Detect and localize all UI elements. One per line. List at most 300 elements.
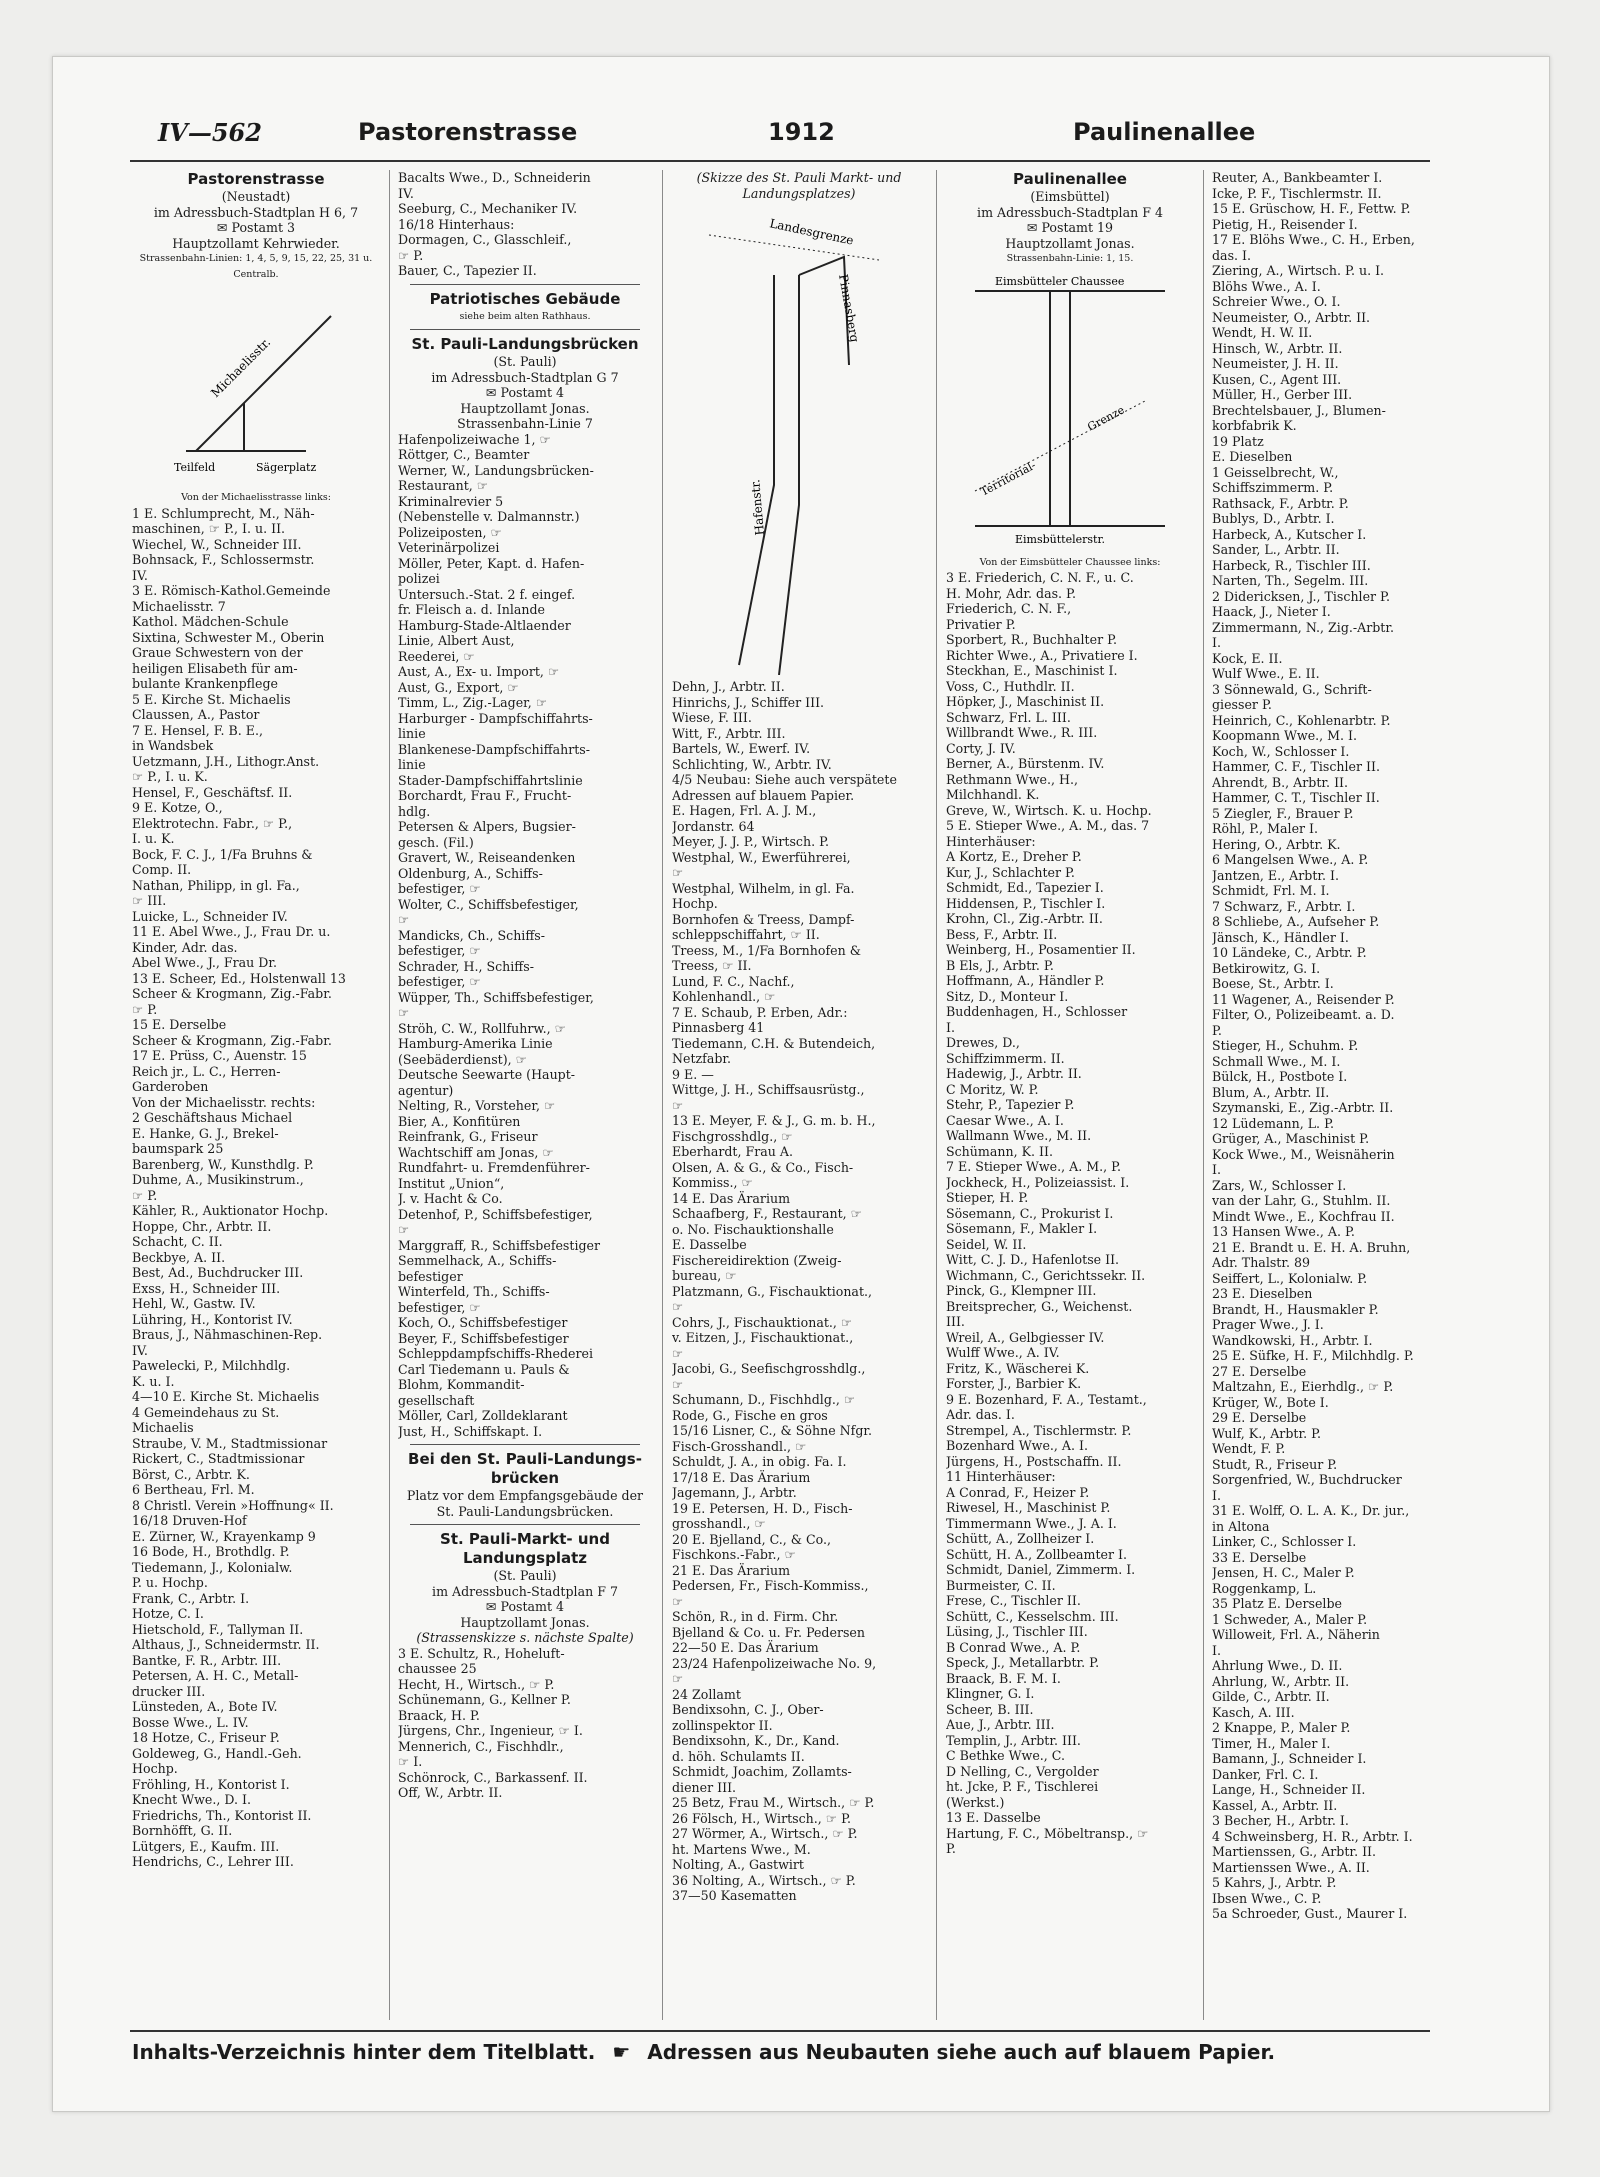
directory-entry: I. u. K.	[132, 831, 175, 846]
directory-entry: Wendt, H. W. II.	[1212, 325, 1313, 340]
directory-entry: Wulf Wwe., E. II.	[1212, 666, 1320, 681]
sketch-svg	[679, 205, 919, 675]
directory-entry: Meyer, J. J. P., Wirtsch. P.	[672, 834, 830, 849]
directory-entry: Witt, F., Arbtr. III.	[672, 725, 786, 741]
directory-entry: Müller, H., Gerber III.	[1212, 387, 1353, 402]
sketch-label-right: Sägerplatz	[256, 461, 317, 474]
directory-entry: Lüsing, J., Tischler III.	[946, 1624, 1088, 1639]
directory-entry: 15 E. Derselbe	[132, 1017, 227, 1032]
street-zollamt: Hauptzollamt Jonas.	[1005, 235, 1135, 251]
directory-entry: Duhme, A., Musikinstrum.,	[132, 1172, 304, 1187]
directory-entry: 25 E. Süfke, H. F., Milchhdlg. P.	[1212, 1348, 1414, 1363]
directory-entry: Bornhöfft, G. II.	[132, 1823, 233, 1838]
directory-entry: 13 E. Meyer, F. & J., G. m. b. H.,	[672, 1113, 876, 1128]
directory-entry: (Nebenstelle v. Dalmannstr.)	[398, 509, 580, 524]
directory-entry: Goldeweg, G., Handl.-Geh.	[132, 1745, 302, 1761]
directory-entry: Grüger, A., Maschinist P.	[1212, 1131, 1370, 1146]
directory-entry: (Werkst.)	[946, 1794, 1005, 1810]
section-title: St. Pauli-Markt- und Landungsplatz	[440, 1530, 610, 1567]
footer-left-note: Inhalts-Verzeichnis hinter dem Titelblatt.	[132, 2040, 596, 2064]
directory-entry: ☞ P., I. u. K.	[132, 769, 208, 784]
directory-entry: Rickert, C., Stadtmissionar	[132, 1451, 305, 1466]
directory-entry: 13 Hansen Wwe., A. P.	[1212, 1224, 1355, 1239]
pointing-hand-icon: ☛	[612, 2040, 631, 2064]
directory-entry: Treess, M., 1/Fa Bornhofen &	[672, 942, 861, 958]
directory-entry: IV.	[132, 567, 148, 583]
directory-entry: Comp. II.	[132, 862, 192, 877]
section-title: Patriotisches Gebäude	[429, 289, 621, 308]
directory-entry: giesser P.	[1212, 697, 1272, 712]
directory-entry: ht. Martens Wwe., M.	[672, 1841, 811, 1857]
directory-entry: Hoffmann, A., Händler P.	[946, 973, 1105, 988]
directory-entry: Hering, O., Arbtr. K.	[1212, 836, 1341, 852]
directory-entry: Krüger, W., Bote I.	[1212, 1394, 1329, 1410]
directory-entry: E. Zürner, W., Krayenkamp 9	[132, 1528, 316, 1544]
directory-entry: 27 E. Derselbe	[1212, 1363, 1307, 1379]
directory-entry: Wallmann Wwe., M. II.	[946, 1128, 1092, 1143]
sketch-label-territorial: Territorial-	[978, 458, 1038, 499]
directory-entry: P. u. Hochp.	[132, 1575, 208, 1590]
header-street-left: Pastorenstrasse	[358, 118, 578, 146]
street-zollamt: Hauptzollamt Kehrwieder.	[172, 235, 340, 251]
directory-entry: 12 Lüdemann, L. P.	[1212, 1115, 1334, 1131]
directory-entry: 20 E. Bjelland, C., & Co.,	[672, 1531, 831, 1547]
directory-entry: in Wandsbek	[132, 738, 214, 753]
directory-entry: 1 E. Schlumprecht, M., Näh-	[132, 505, 315, 521]
directory-entry: Betkirowitz, G. I.	[1212, 960, 1321, 976]
directory-entry: Bublys, D., Arbtr. I.	[1212, 511, 1335, 526]
directory-entry: Wiechel, W., Schneider III.	[132, 536, 302, 552]
entry-list	[1212, 170, 1448, 1922]
directory-entry: Klingner, G. I.	[946, 1686, 1035, 1701]
sketch-svg	[156, 286, 356, 486]
directory-entry: Stieper, H. P.	[946, 1190, 1029, 1205]
directory-entry: Rundfahrt- u. Fremdenführer-	[398, 1160, 590, 1175]
directory-entry: I.	[1212, 1487, 1221, 1503]
directory-entry: Tiedemann, C.H. & Butendeich,	[672, 1035, 876, 1051]
directory-entry: 18 Hotze, C., Friseur P.	[132, 1730, 280, 1745]
directory-entry: Schmidt, Daniel, Zimmerm. I.	[946, 1562, 1136, 1577]
directory-entry: 17 E. Blöhs Wwe., C. H., Erben,	[1212, 232, 1415, 247]
street-title: Pastorenstrasse	[187, 170, 325, 188]
directory-entry: Jordanstr. 64	[672, 818, 755, 834]
directory-entry: grosshandl., ☞	[672, 1516, 766, 1531]
directory-entry: Wandkowski, H., Arbtr. I.	[1212, 1332, 1373, 1348]
directory-entry: Straube, V. M., Stadtmissionar	[132, 1435, 328, 1451]
street-tram: Strassenbahn-Linie: 1, 15.	[1006, 253, 1134, 264]
street-plan: im Adressbuch-Stadtplan F 7	[432, 1583, 618, 1599]
directory-entry: Hamburg-Amerika Linie	[398, 1036, 553, 1051]
sketch-svg	[955, 271, 1185, 551]
directory-entry: linie	[398, 757, 426, 772]
directory-entry: 9 E. —	[672, 1066, 714, 1082]
directory-entry: Hinterhäuser:	[946, 833, 1036, 849]
directory-entry: Voss, C., Huthdlr. II.	[946, 678, 1075, 694]
directory-entry: Lütgers, E., Kaufm. III.	[132, 1838, 280, 1854]
directory-entry: Schlichting, W., Arbtr. IV.	[672, 756, 832, 772]
directory-entry: Kock Wwe., M., Weisnäherin	[1212, 1146, 1395, 1162]
directory-entry: Danker, Frl. C. I.	[1212, 1766, 1319, 1782]
directory-entry: Börst, C., Arbtr. K.	[132, 1466, 250, 1482]
directory-entry: Exss, H., Schneider III.	[132, 1280, 281, 1296]
directory-entry: Hecht, H., Wirtsch., ☞ P.	[398, 1676, 555, 1692]
directory-entry: Willoweit, Frl. A., Näherin	[1212, 1627, 1380, 1642]
directory-entry: Krohn, Cl., Zig.-Arbtr. II.	[946, 911, 1103, 926]
directory-entry: 2 Geschäftshaus Michael	[132, 1110, 293, 1125]
directory-entry: Sösemann, F., Makler I.	[946, 1221, 1098, 1236]
directory-entry: Hamburg-Stade-Altlaender	[398, 617, 571, 633]
directory-entry: Luicke, L., Schneider IV.	[132, 908, 288, 924]
directory-entry: agentur)	[398, 1082, 454, 1098]
directory-entry: Jacobi, G., Seefischgrosshdlg.,	[672, 1361, 866, 1376]
directory-entry: K. u. I.	[132, 1373, 175, 1389]
directory-entry: Ahrlung Wwe., D. II.	[1212, 1658, 1343, 1673]
directory-entry: 11 Wagener, A., Reisender P.	[1212, 991, 1395, 1007]
directory-entry: Tiedemann, J., Kolonialw.	[132, 1559, 293, 1575]
directory-entry: Kähler, R., Auktionator Hochp.	[132, 1203, 329, 1218]
directory-entry: ☞	[398, 1005, 410, 1020]
divider	[410, 1524, 640, 1525]
directory-entry: Olsen, A. & G., & Co., Fisch-	[672, 1159, 854, 1175]
directory-entry: Adressen auf blauem Papier.	[672, 787, 855, 803]
directory-entry: 24 Zollamt	[672, 1686, 741, 1702]
street-postamt: ✉ Postamt 3	[216, 220, 296, 235]
directory-entry: Roggenkamp, L.	[1212, 1580, 1317, 1596]
directory-entry: Narten, Th., Segelm. III.	[1212, 573, 1369, 588]
directory-entry: Bacalts Wwe., D., Schneiderin	[398, 170, 591, 185]
directory-entry: 17 E. Prüss, C., Auenstr. 15	[132, 1048, 307, 1063]
directory-entry: Wachtschiff am Jonas, ☞	[398, 1144, 554, 1160]
directory-entry: 6 Mangelsen Wwe., A. P.	[1212, 852, 1369, 867]
directory-entry: A Conrad, F., Heizer P.	[946, 1484, 1090, 1500]
directory-entry: 3 Sönnewald, G., Schrift-	[1212, 681, 1372, 697]
directory-entry: (Seebäderdienst), ☞	[398, 1051, 527, 1067]
market-sketch-map	[679, 205, 919, 675]
directory-entry: 4—10 E. Kirche St. Michaelis	[132, 1389, 320, 1404]
directory-entry: Blohm, Kommandit-	[398, 1377, 525, 1392]
directory-entry: Privatier P.	[946, 616, 1016, 632]
directory-entry: Bier, A., Konfitüren	[398, 1113, 521, 1129]
directory-entry: Sorgenfried, W., Buchdrucker	[1212, 1472, 1402, 1487]
directory-entry: Fischkons.-Fabr., ☞	[672, 1547, 796, 1562]
directory-entry: Neumeister, J. H. II.	[1212, 356, 1339, 371]
directory-entry: Borchardt, Frau F., Frucht-	[398, 788, 572, 803]
directory-entry: Hammer, C. F., Tischler II.	[1212, 759, 1380, 774]
section-note: siehe beim alten Rathhaus.	[459, 310, 591, 322]
directory-entry: Hensel, F., Geschäftsf. II.	[132, 784, 293, 800]
directory-entry: Frese, C., Tischler II.	[946, 1593, 1081, 1608]
directory-entry: 4 Schweinsberg, H. R., Arbtr. I.	[1212, 1828, 1413, 1844]
directory-entry: Wendt, F. P.	[1212, 1441, 1286, 1456]
directory-entry: Richter Wwe., A., Privatiere I.	[946, 647, 1138, 663]
sketch-label-grenze: Grenze	[1085, 402, 1127, 434]
directory-entry: Frank, C., Arbtr. I.	[132, 1590, 250, 1606]
directory-entry: Schön, R., in d. Firm. Chr.	[672, 1609, 839, 1624]
directory-entry: Aue, J., Arbtr. III.	[946, 1717, 1055, 1732]
directory-entry: Brandt, H., Hausmakler P.	[1212, 1301, 1379, 1317]
section-title: St. Pauli-Landungsbrücken	[411, 335, 639, 353]
directory-entry: Brechtelsbauer, J., Blumen-	[1212, 402, 1386, 418]
directory-entry: Kommiss., ☞	[672, 1175, 753, 1190]
directory-entry: Sitz, D., Monteur I.	[946, 988, 1069, 1004]
directory-entry: 16 Bode, H., Brothdlg. P.	[132, 1544, 290, 1559]
directory-entry: Seidel, W. II.	[946, 1236, 1027, 1252]
directory-entry: Mindt Wwe., E., Kochfrau II.	[1212, 1208, 1395, 1224]
directory-entry: Sporbert, R., Buchhalter P.	[946, 632, 1118, 647]
directory-entry: 36 Nolting, A., Wirtsch., ☞ P.	[672, 1872, 856, 1888]
directory-entry: ht. Jcke, P. F., Tischlerei	[946, 1779, 1099, 1794]
directory-entry: Bendixsohn, C. J., Ober-	[672, 1702, 824, 1717]
directory-entry: Hoppe, Chr., Arbtr. II.	[132, 1218, 272, 1234]
directory-entry: 5 Kahrs, J., Arbtr. P.	[1212, 1875, 1337, 1890]
directory-entry: 16/18 Hinterhaus:	[398, 216, 515, 232]
directory-entry: 21 E. Brandt u. E. H. A. Bruhn,	[1212, 1239, 1411, 1255]
directory-entry: Caesar Wwe., A. I.	[946, 1112, 1064, 1128]
street-zollamt: Hauptzollamt Jonas.	[460, 1614, 590, 1630]
directory-entry: Röttger, C., Beamter	[398, 447, 530, 462]
directory-entry: Koopmann Wwe., M. I.	[1212, 728, 1358, 743]
entry-list	[672, 679, 926, 1904]
directory-entry: chaussee 25	[398, 1661, 477, 1676]
directory-entry: Ziering, A., Wirtsch. P. u. I.	[1212, 263, 1385, 278]
directory-entry: Von der Michaelisstr. rechts:	[132, 1094, 316, 1110]
directory-entry: E. Hagen, Frl. A. J. M.,	[672, 803, 817, 818]
directory-entry: in Altona	[1212, 1518, 1270, 1534]
directory-entry: Detenhof, P., Schiffsbefestiger,	[398, 1206, 593, 1222]
directory-entry: gesellschaft	[398, 1392, 475, 1408]
directory-entry: Breitsprecher, G., Weichenst.	[946, 1298, 1133, 1314]
directory-entry: Schaafberg, F., Restaurant, ☞	[672, 1206, 862, 1221]
directory-entry: 33 E. Derselbe	[1212, 1549, 1307, 1565]
directory-entry: Hochp.	[132, 1761, 178, 1776]
sketch-label-street: Michaelisstr.	[208, 335, 274, 401]
directory-entry: Lünsteden, A., Bote IV.	[132, 1699, 278, 1714]
directory-entry: Ahrendt, B., Arbtr. II.	[1212, 774, 1349, 790]
directory-entry: Petersen, A. H. C., Metall-	[132, 1668, 299, 1683]
directory-entry: Barenberg, W., Kunsthdlg. P.	[132, 1156, 314, 1172]
directory-entry: Polizeiposten, ☞	[398, 524, 502, 540]
directory-entry: Ahrlung, W., Arbtr. II.	[1212, 1673, 1350, 1689]
directory-entry: Boese, St., Arbtr. I.	[1212, 976, 1334, 991]
directory-entry: Wulf, K., Arbtr. P.	[1212, 1425, 1322, 1441]
directory-entry: Kur, J., Schlachter P.	[946, 864, 1075, 880]
directory-entry: Elektrotechn. Fabr., ☞ P.,	[132, 815, 293, 831]
section-note: Platz vor dem Empfangsgebäude der St. Pauli-Landungsbrücken.	[406, 1488, 644, 1519]
street-tram: Strassenbahn-Linien: 1, 4, 5, 9, 15, 22, 25, 31 u. Centralb.	[139, 253, 373, 280]
directory-entry: Koch, W., Schlosser I.	[1212, 743, 1350, 759]
directory-entry: Bozenhard Wwe., A. I.	[946, 1438, 1089, 1453]
directory-entry: Milchhandl. K.	[946, 787, 1040, 802]
directory-entry: Bauer, C., Tapezier II.	[398, 263, 537, 278]
directory-entry: korbfabrik K.	[1212, 418, 1297, 433]
directory-entry: Eberhardt, Frau A.	[672, 1144, 793, 1159]
directory-entry: P.	[1212, 1022, 1222, 1038]
directory-entry: Knecht Wwe., D. I.	[132, 1792, 252, 1807]
directory-entry: Scheer, B. III.	[946, 1701, 1034, 1717]
directory-entry: ☞ P.	[132, 1187, 158, 1203]
directory-entry: 6 Bertheau, Frl. M.	[132, 1482, 255, 1497]
street-postamt: ✉ Postamt 19	[1026, 220, 1114, 235]
directory-entry: ☞ P.	[398, 247, 424, 263]
directory-entry: Schrader, H., Schiffs-	[398, 958, 534, 974]
directory-entry: Prager Wwe., J. I.	[1212, 1317, 1324, 1332]
directory-entry: 26 Fölsch, H., Wirtsch., ☞ P.	[672, 1810, 851, 1826]
directory-entry: 11 Hinterhäuser:	[946, 1469, 1056, 1484]
directory-entry: maschinen, ☞ P., I. u. II.	[132, 521, 286, 536]
directory-entry: B Conrad Wwe., A. P.	[946, 1639, 1081, 1655]
street-district: (St. Pauli)	[493, 1568, 557, 1583]
directory-entry: Jürgens, Chr., Ingenieur, ☞ I.	[398, 1723, 583, 1738]
directory-entry: Reinfrank, G., Friseur	[398, 1129, 538, 1144]
directory-entry: ☞	[672, 1299, 684, 1314]
directory-entry: Burmeister, C. II.	[946, 1577, 1056, 1593]
directory-entry: 19 Platz	[1212, 433, 1264, 449]
directory-entry: Rethmann Wwe., H.,	[946, 771, 1078, 787]
directory-entry: IV.	[132, 1342, 148, 1358]
street-zollamt: Hauptzollamt Jonas.	[460, 400, 590, 416]
directory-entry: Lange, H., Schneider II.	[1212, 1782, 1366, 1797]
directory-entry: 4/5 Neubau: Siehe auch verspätete	[672, 772, 897, 787]
directory-entry: Gravert, W., Reiseandenken	[398, 850, 576, 865]
divider	[410, 329, 640, 330]
directory-entry: 9 E. Kotze, O.,	[132, 800, 223, 815]
directory-entry: 19 E. Petersen, H. D., Fisch-	[672, 1500, 853, 1516]
directory-entry: ☞ III.	[132, 893, 167, 908]
entry-list	[398, 432, 652, 1440]
directory-entry: Beyer, F., Schiffsbefestiger	[398, 1330, 569, 1346]
directory-entry: Schünemann, G., Kellner P.	[398, 1692, 571, 1707]
directory-entry: Filter, O., Polizeibeamt. a. D.	[1212, 1007, 1395, 1022]
directory-entry: 11 E. Abel Wwe., J., Frau Dr. u.	[132, 924, 331, 939]
directory-entry: Bülck, H., Postbote I.	[1212, 1069, 1348, 1084]
directory-entry: Sander, L., Arbtr. II.	[1212, 542, 1340, 557]
street-district: (St. Pauli)	[493, 354, 557, 369]
directory-entry: Wiese, F. III.	[672, 710, 752, 725]
directory-entry: hdlg.	[398, 803, 431, 819]
directory-entry: Bosse Wwe., L. IV.	[132, 1714, 249, 1730]
directory-entry: Westphal, W., Ewerführerei,	[672, 849, 851, 865]
divider	[410, 284, 640, 285]
directory-entry: Werner, W., Landungsbrücken-	[398, 462, 594, 478]
directory-entry: Harburger - Dampfschiffahrts-	[398, 710, 593, 726]
directory-entry: P.	[946, 1841, 956, 1856]
directory-entry: Kusen, C., Agent III.	[1212, 371, 1342, 387]
directory-entry: Bjelland & Co. u. Fr. Pedersen	[672, 1624, 865, 1640]
directory-entry: befestiger	[398, 1268, 463, 1284]
directory-entry: Hiddensen, P., Tischler I.	[946, 895, 1106, 911]
directory-entry: Hammer, C. T., Tischler II.	[1212, 790, 1380, 805]
directory-entry: 31 E. Wolff, O. L. A. K., Dr. jur.,	[1212, 1503, 1410, 1518]
sketch-label-hafenstr: Hafenstr.	[748, 478, 767, 536]
directory-entry: Kriminalrevier 5	[398, 493, 504, 509]
directory-entry: I.	[1212, 635, 1221, 650]
directory-entry: Reuter, A., Bankbeamter I.	[1212, 170, 1383, 185]
directory-entry: Buddenhagen, H., Schlosser	[946, 1004, 1128, 1019]
directory-entry: E. Dieselben	[1212, 449, 1293, 464]
directory-entry: schleppschiffahrt, ☞ II.	[672, 927, 820, 942]
column-2	[398, 170, 652, 2020]
directory-entry: Icke, P. F., Tischlermstr. II.	[1212, 185, 1382, 201]
directory-entry: van der Lahr, G., Stuhlm. II.	[1212, 1193, 1391, 1208]
directory-entry: Möller, Carl, Zolldeklarant	[398, 1408, 568, 1423]
sketch-label-bottom: Eimsbüttelerstr.	[1015, 532, 1105, 546]
directory-entry: Weinberg, H., Posamentier II.	[946, 942, 1136, 957]
entry-list	[398, 170, 652, 279]
directory-entry: Stieger, H., Schuhm. P.	[1212, 1038, 1359, 1053]
directory-entry: 5 Ziegler, F., Brauer P.	[1212, 805, 1354, 821]
directory-entry: Rode, G., Fische en gros	[672, 1407, 828, 1423]
directory-entry: ☞	[672, 1097, 684, 1113]
directory-entry: Winterfeld, Th., Schiffs-	[398, 1284, 550, 1299]
directory-entry: Untersuch.-Stat. 2 f. eingef.	[398, 586, 576, 602]
directory-entry: 7 E. Schaub, P. Erben, Adr.:	[672, 1004, 848, 1020]
directory-entry: Wichmann, C., Gerichtssekr. II.	[946, 1267, 1146, 1283]
directory-entry: ☞	[672, 1671, 684, 1686]
directory-entry: Wittge, J. H., Schiffsausrüstg.,	[672, 1082, 865, 1097]
street-district: (Neustadt)	[221, 189, 291, 204]
directory-entry: Adr. das. I.	[946, 1407, 1015, 1422]
directory-entry: Uetzmann, J.H., Lithogr.Anst.	[132, 753, 320, 769]
directory-entry: Friedrichs, Th., Kontorist II.	[132, 1807, 312, 1823]
header-year: 1912	[768, 118, 835, 146]
section-title: Bei den St. Pauli-Landungs-brücken	[408, 1450, 642, 1487]
directory-entry: Schütt, H. A., Zollbeamter I.	[946, 1546, 1127, 1562]
directory-entry: Templin, J., Arbtr. III.	[946, 1732, 1081, 1748]
directory-entry: 1 Schweder, A., Maler P.	[1212, 1611, 1368, 1627]
directory-entry: Schümann, K. II.	[946, 1143, 1053, 1159]
directory-entry: Zars, W., Schlosser I.	[1212, 1177, 1347, 1193]
section-heading: Von der Eimsbütteler Chaussee links:	[979, 556, 1161, 568]
directory-entry: Scheer & Krogmann, Zig.-Fabr.	[132, 1032, 332, 1048]
directory-entry: Harbeck, A., Kutscher I.	[1212, 526, 1367, 542]
street-postamt: ✉ Postamt 4	[485, 385, 565, 400]
directory-entry: 5a Schroeder, Gust., Maurer I.	[1212, 1906, 1408, 1921]
directory-entry: Seiffert, L., Kolonialw. P.	[1212, 1270, 1368, 1286]
directory-entry: Fischereidirektion (Zweig-	[672, 1252, 842, 1268]
page-footer	[132, 2040, 1462, 2070]
street-postamt: ✉ Postamt 4	[485, 1599, 565, 1614]
directory-entry: Sösemann, C., Prokurist I.	[946, 1205, 1114, 1221]
directory-entry: Kathol. Mädchen-Schule	[132, 614, 289, 629]
directory-entry: ☞ I.	[398, 1754, 423, 1769]
directory-entry: 8 Schliebe, A., Aufseher P.	[1212, 914, 1380, 929]
directory-entry: Möller, Peter, Kapt. d. Hafen-	[398, 555, 585, 571]
directory-entry: D Nelling, C., Vergolder	[946, 1763, 1099, 1779]
directory-entry: Graue Schwestern von der	[132, 645, 303, 660]
directory-entry: Restaurant, ☞	[398, 478, 489, 493]
directory-entry: Blöhs Wwe., A. I.	[1212, 278, 1321, 294]
directory-entry: Platzmann, G., Fischauktionat.,	[672, 1283, 873, 1299]
directory-entry: Mennerich, C., Fischhdlr.,	[398, 1738, 564, 1754]
directory-entry: ☞ P.	[132, 1001, 158, 1017]
street-tram: Strassenbahn-Linie 7	[457, 416, 593, 431]
directory-entry: drucker III.	[132, 1683, 206, 1699]
directory-entry: Wolter, C., Schiffsbefestiger,	[398, 896, 579, 912]
directory-entry: das. I.	[1212, 247, 1252, 263]
directory-entry: Pinnasberg 41	[672, 1020, 765, 1035]
divider	[410, 1444, 640, 1445]
directory-entry: 25 Betz, Frau M., Wirtsch., ☞ P.	[672, 1795, 875, 1810]
directory-entry: 23/24 Hafenpolizeiwache No. 9,	[672, 1655, 877, 1671]
directory-entry: Schuldt, J. A., in obig. Fa. I.	[672, 1454, 847, 1469]
directory-entry: Speck, J., Metallarbtr. P.	[946, 1655, 1100, 1670]
directory-entry: Höpker, J., Maschinist II.	[946, 694, 1105, 709]
directory-entry: 14 E. Das Ärarium	[672, 1190, 791, 1206]
directory-entry: heiligen Elisabeth für am-	[132, 660, 298, 676]
directory-entry: Pietig, H., Reisender I.	[1212, 216, 1358, 232]
directory-entry: Hadewig, J., Arbtr. II.	[946, 1066, 1082, 1081]
directory-entry: Bess, F., Arbtr. II.	[946, 926, 1058, 942]
